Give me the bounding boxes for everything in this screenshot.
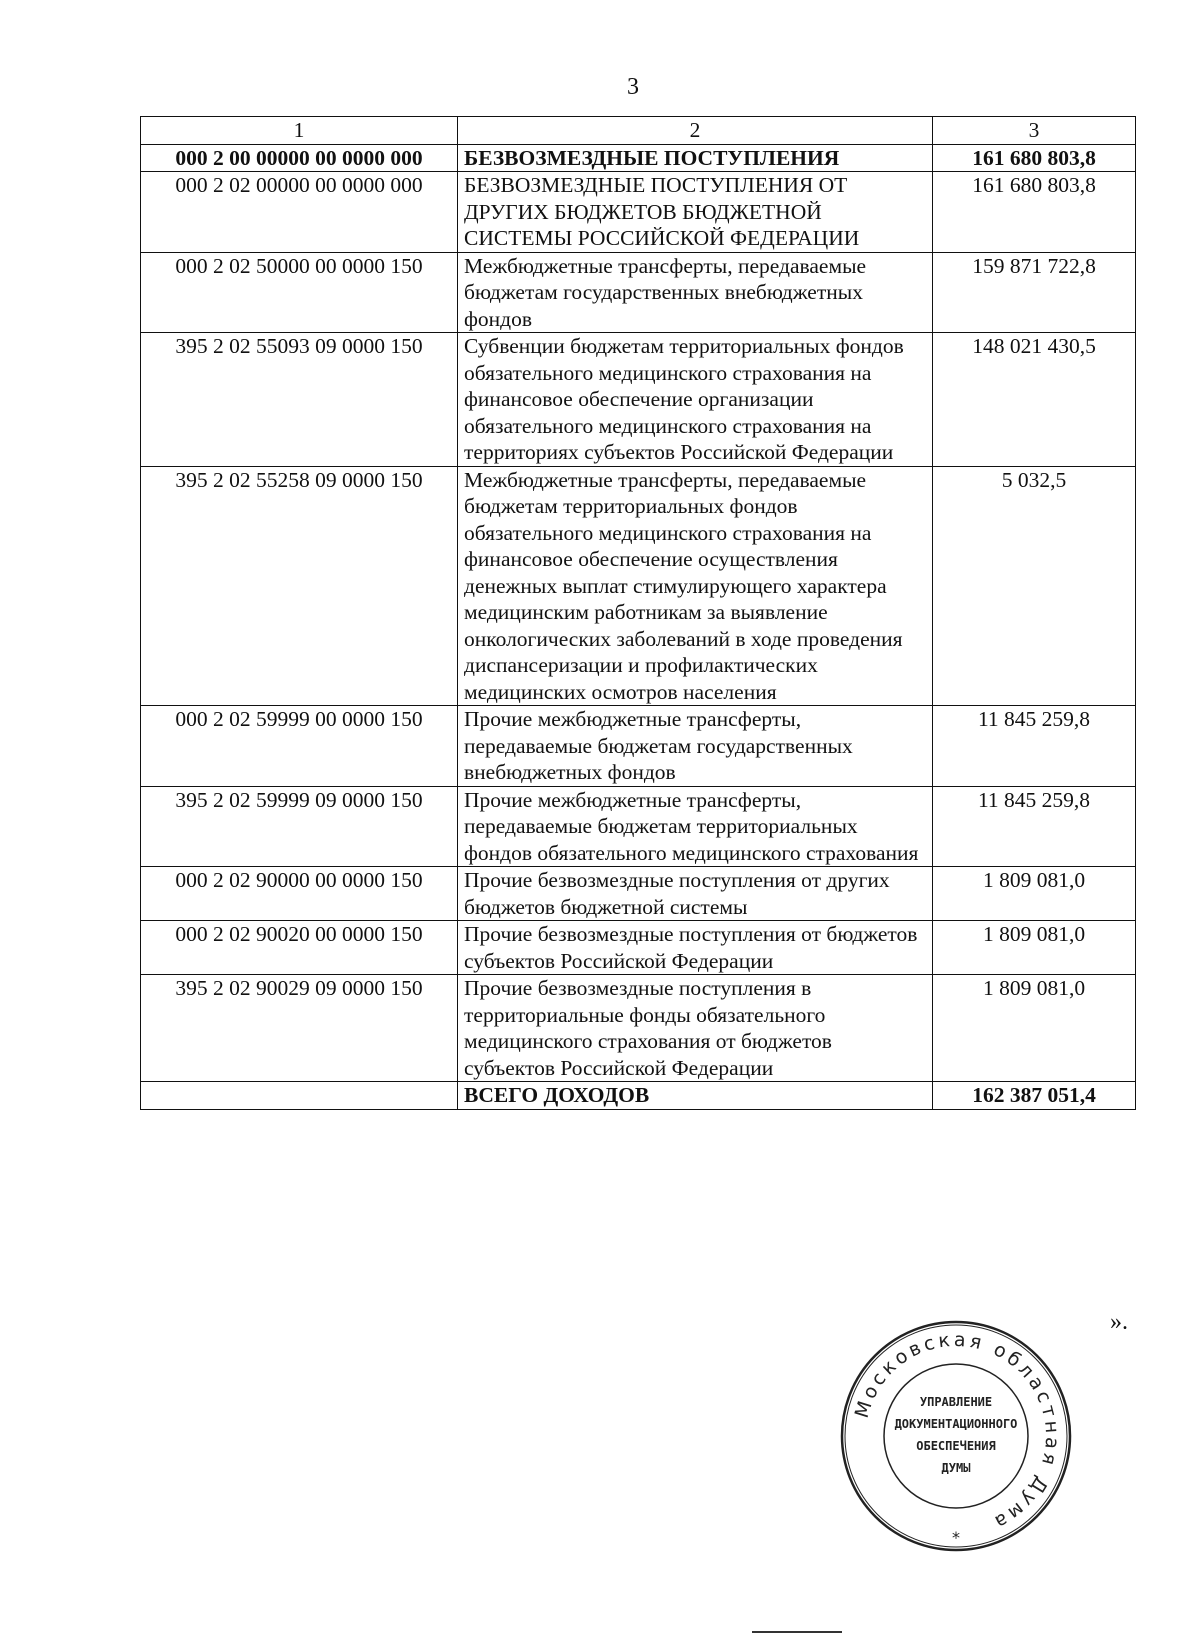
- table-row: [141, 706, 1136, 787]
- row-name-cell: Субвенции бюджетам территориальных фондов обязательного медицинского страхования на финансовое обеспечение организации обязательного медицинского страхования на территориях субъектов Российской Федерации: [458, 333, 933, 467]
- row-code-cell: 000 2 02 50000 00 0000 150: [141, 252, 458, 333]
- stamp-star-icon: *: [952, 1528, 960, 1547]
- table-header-row: [141, 117, 1136, 145]
- row-code-cell: 000 2 02 59999 00 0000 150: [141, 706, 458, 787]
- row-code-cell: 395 2 02 90029 09 0000 150: [141, 975, 458, 1082]
- row-amount-cell: 159 871 722,8: [933, 252, 1136, 333]
- table-row: [141, 466, 1136, 706]
- stamp-ring-text: Московская областная Дума: [850, 1328, 1064, 1535]
- row-amount-cell: 11 845 259,8: [933, 786, 1136, 867]
- official-seal-stamp: [838, 1318, 1074, 1554]
- table-row: [141, 786, 1136, 867]
- row-code-cell: 000 2 00 00000 00 0000 000: [141, 144, 458, 172]
- total-label: ВСЕГО ДОХОДОВ: [458, 1082, 933, 1110]
- row-name-cell: Прочие межбюджетные трансферты, передаваемые бюджетам государственных внебюджетных фондов: [458, 706, 933, 787]
- table-row: [141, 144, 1136, 172]
- row-name-cell: Прочие безвозмездные поступления от других бюджетов бюджетной системы: [458, 867, 933, 921]
- table-row: [141, 921, 1136, 975]
- table-row: [141, 252, 1136, 333]
- table-row: [141, 172, 1136, 253]
- column-header-2: 2: [458, 117, 933, 145]
- row-code-cell: 395 2 02 55258 09 0000 150: [141, 466, 458, 706]
- row-name-cell: Прочие межбюджетные трансферты, передаваемые бюджетам территориальных фондов обязательного медицинского страхования: [458, 786, 933, 867]
- row-name-cell: Прочие безвозмездные поступления в территориальные фонды обязательного медицинского страхования от бюджетов субъектов Российской Федерации: [458, 975, 933, 1082]
- total-empty-cell: [141, 1082, 458, 1110]
- row-amount-cell: 148 021 430,5: [933, 333, 1136, 467]
- row-amount-cell: 161 680 803,8: [933, 172, 1136, 253]
- row-amount-cell: 1 809 081,0: [933, 921, 1136, 975]
- row-code-cell: 000 2 02 90020 00 0000 150: [141, 921, 458, 975]
- row-code-cell: 000 2 02 00000 00 0000 000: [141, 172, 458, 253]
- row-name-cell: БЕЗВОЗМЕЗДНЫЕ ПОСТУПЛЕНИЯ: [458, 144, 933, 172]
- row-name-cell: Межбюджетные трансферты, передаваемые бюджетам территориальных фондов обязательного медицинского страхования на финансовое обеспечение осуществления денежных выплат стимулирующего характера медицинским работникам за выявление онкологических заболеваний в ходе проведения диспансеризации и профилактических медицинских осмотров населения: [458, 466, 933, 706]
- column-header-1: 1: [141, 117, 458, 145]
- stamp-center-line-3: ОБЕСПЕЧЕНИЯ: [916, 1439, 996, 1453]
- row-name-cell: Прочие безвозмездные поступления от бюджетов субъектов Российской Федерации: [458, 921, 933, 975]
- revenue-table: [140, 116, 1136, 1110]
- row-name-cell: БЕЗВОЗМЕЗДНЫЕ ПОСТУПЛЕНИЯ ОТ ДРУГИХ БЮДЖЕТОВ БЮДЖЕТНОЙ СИСТЕМЫ РОССИЙСКОЙ ФЕДЕРАЦИИ: [458, 172, 933, 253]
- stamp-center-line-2: ДОКУМЕНТАЦИОННОГО: [894, 1417, 1018, 1431]
- column-header-3: 3: [933, 117, 1136, 145]
- row-amount-cell: 1 809 081,0: [933, 975, 1136, 1082]
- row-amount-cell: 1 809 081,0: [933, 867, 1136, 921]
- stamp-center-line-1: УПРАВЛЕНИЕ: [919, 1395, 993, 1409]
- row-code-cell: 395 2 02 55093 09 0000 150: [141, 333, 458, 467]
- row-amount-cell: 161 680 803,8: [933, 144, 1136, 172]
- stamp-center-line-4: ДУМЫ: [941, 1461, 971, 1475]
- table-row: [141, 867, 1136, 921]
- svg-text:Московская областная Дума: [851, 1329, 1063, 1535]
- closing-quote-mark: ».: [1110, 1309, 1128, 1335]
- row-code-cell: 395 2 02 59999 09 0000 150: [141, 786, 458, 867]
- page-edge-mark: [752, 1631, 842, 1633]
- page-number: 3: [627, 74, 639, 100]
- row-code-cell: 000 2 02 90000 00 0000 150: [141, 867, 458, 921]
- row-amount-cell: 5 032,5: [933, 466, 1136, 706]
- total-row: [141, 1082, 1136, 1110]
- row-name-cell: Межбюджетные трансферты, передаваемые бюджетам государственных внебюджетных фондов: [458, 252, 933, 333]
- table-row: [141, 975, 1136, 1082]
- row-amount-cell: 11 845 259,8: [933, 706, 1136, 787]
- total-amount: 162 387 051,4: [933, 1082, 1136, 1110]
- table-row: [141, 333, 1136, 467]
